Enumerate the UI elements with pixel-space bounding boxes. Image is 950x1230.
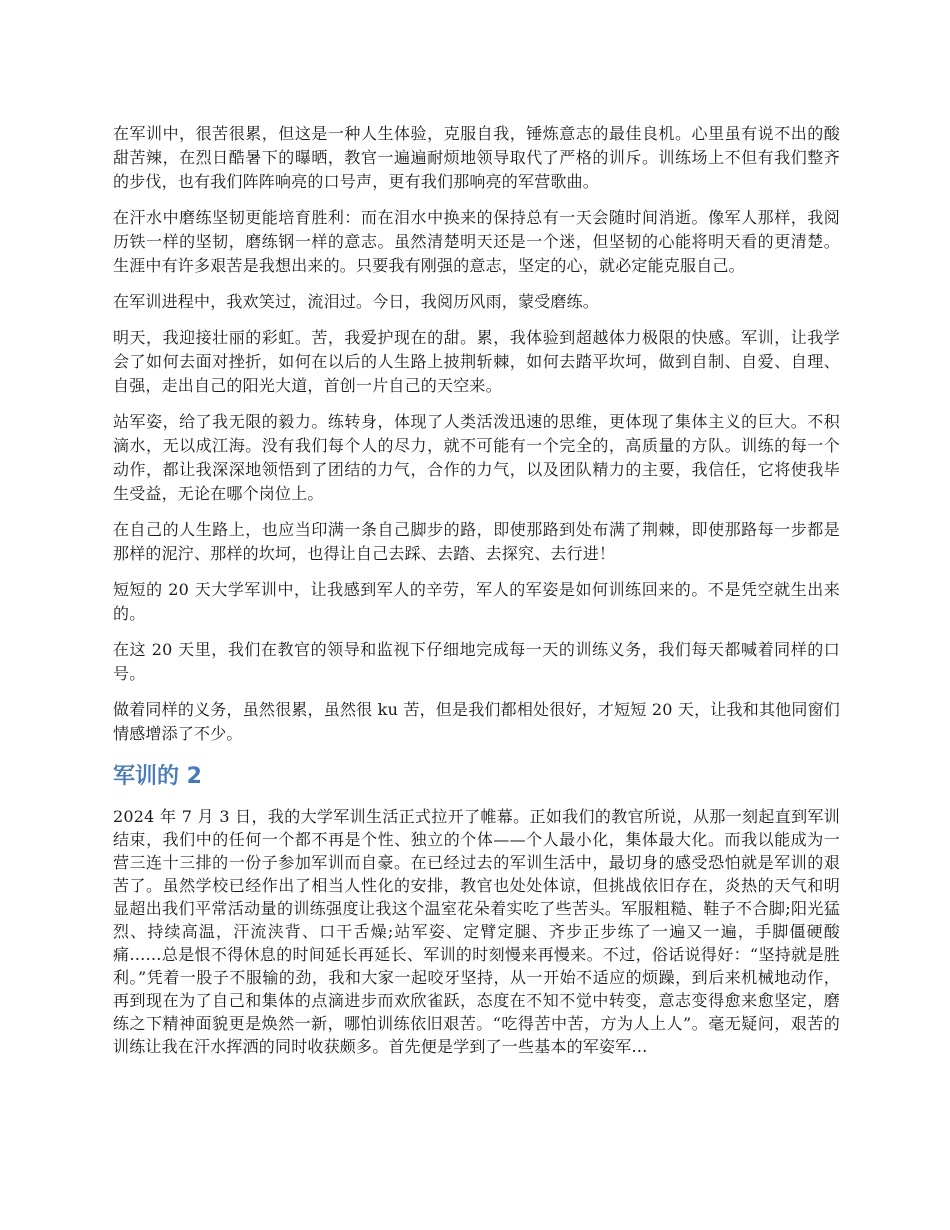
paragraph-4: 明天，我迎接壮丽的彩虹。苦，我爱护现在的甜。累，我体验到超越体力极限的快感。军训，让我学会了如何去面对挫折，如何在以后的人生路上披荆斩棘，如何去踏平坎坷，做到自制、自爱、自理、自强，走出自己的阳光大道，首创一片自己的天空来。: [113, 328, 840, 395]
paragraph-9: 做着同样的义务，虽然很累，虽然很 ku 苦，但是我们都相处很好，才短短 20 天，让我和其他同窗们情感增添了不少。: [113, 700, 840, 743]
section-heading: 军训的 2: [113, 764, 202, 789]
paragraph-7: 短短的 20 天大学军训中，让我感到军人的辛劳，军人的军姿是如何训练回来的。不是凭空就生出来的。: [113, 580, 840, 623]
document-page: [113, 122, 840, 1070]
paragraph-1: 在军训中，很苦很累，但这是一种人生体验，克服自我，锤炼意志的最佳良机。心里虽有说不出的酸甜苦辣，在烈日酷暑下的曝晒，教官一遍遍耐烦地领导取代了严格的训斥。训练场上不但有我们整齐的步伐，也有我们阵阵响亮的口号声，更有我们那响亮的军营歌曲。: [113, 124, 840, 191]
section-2-paragraph: 2024 年 7 月 3 日，我的大学军训生活正式拉开了帷幕。正如我们的教官所说，从那一刻起直到军训结束，我们中的任何一个都不再是个性、独立的个体——个人最小化，集体最大化。而我以能成为一营三连十三排的一份子参加军训而自豪。在已经过去的军训生活中，最切身的感受恐怕就是军训的艰苦了。虽然学校已经作出了相当人性化的安排，教官也处处体谅，但挑战依旧存在，炎热的天气和明显超出我们平常活动量的训练强度让我这个温室花朵着实吃了些苦头。军服粗糙、鞋子不合脚;阳光猛烈、持续高温，汗流浃背、口干舌燥;站军姿、定臂定腿、齐步正步练了一遍又一遍，手脚僵硬酸痛……总是恨不得休息的时间延长再延长、军训的时刻慢来再慢来。不过，俗话说得好：“坚持就是胜利。”凭着一股子不服输的劲，我和大家一起咬牙坚持，从一开始不适应的烦躁，到后来机械地动作，再到现在为了自己和集体的点滴进步而欢欣雀跃，态度在不知不觉中转变，意志变得愈来愈坚定，磨练之下精神面貌更是焕然一新，哪怕训练依旧艰苦。“吃得苦中苦，方为人上人”。毫无疑问，艰苦的训练让我在汗水挥洒的同时收获颇多。首先便是学到了一些基本的军姿军…: [113, 807, 840, 1056]
paragraph-3: 在军训进程中，我欢笑过，流泪过。今日，我阅历风雨，蒙受磨练。: [113, 292, 600, 311]
paragraph-6: 在自己的人生路上，也应当印满一条自己脚步的路，即使那路到处布满了荆棘，即使那路每一步都是那样的泥泞、那样的坎坷，也得让自己去踩、去踏、去探究、去行进！: [113, 520, 840, 563]
paragraph-2: 在汗水中磨练坚韧更能培育胜利：而在泪水中换来的保持总有一天会随时间消逝。像军人那样，我阅历铁一样的坚韧，磨练钢一样的意志。虽然清楚明天还是一个迷，但坚韧的心能将明天看的更清楚。生涯中有许多艰苦是我想出来的。只要我有刚强的意志，坚定的心，就必定能克服自己。: [113, 208, 840, 275]
paragraph-5: 站军姿，给了我无限的毅力。练转身，体现了人类活泼迅速的思维，更体现了集体主义的巨大。不积滴水，无以成江海。没有我们每个人的尽力，就不可能有一个完全的，高质量的方队。训练的每一个动作，都让我深深地领悟到了团结的力气，合作的力气，以及团队精力的主要，我信任，它将使我毕生受益，无论在哪个岗位上。: [113, 412, 840, 503]
paragraph-8: 在这 20 天里，我们在教官的领导和监视下仔细地完成每一天的训练义务，我们每天都喊着同样的口号。: [113, 640, 840, 683]
